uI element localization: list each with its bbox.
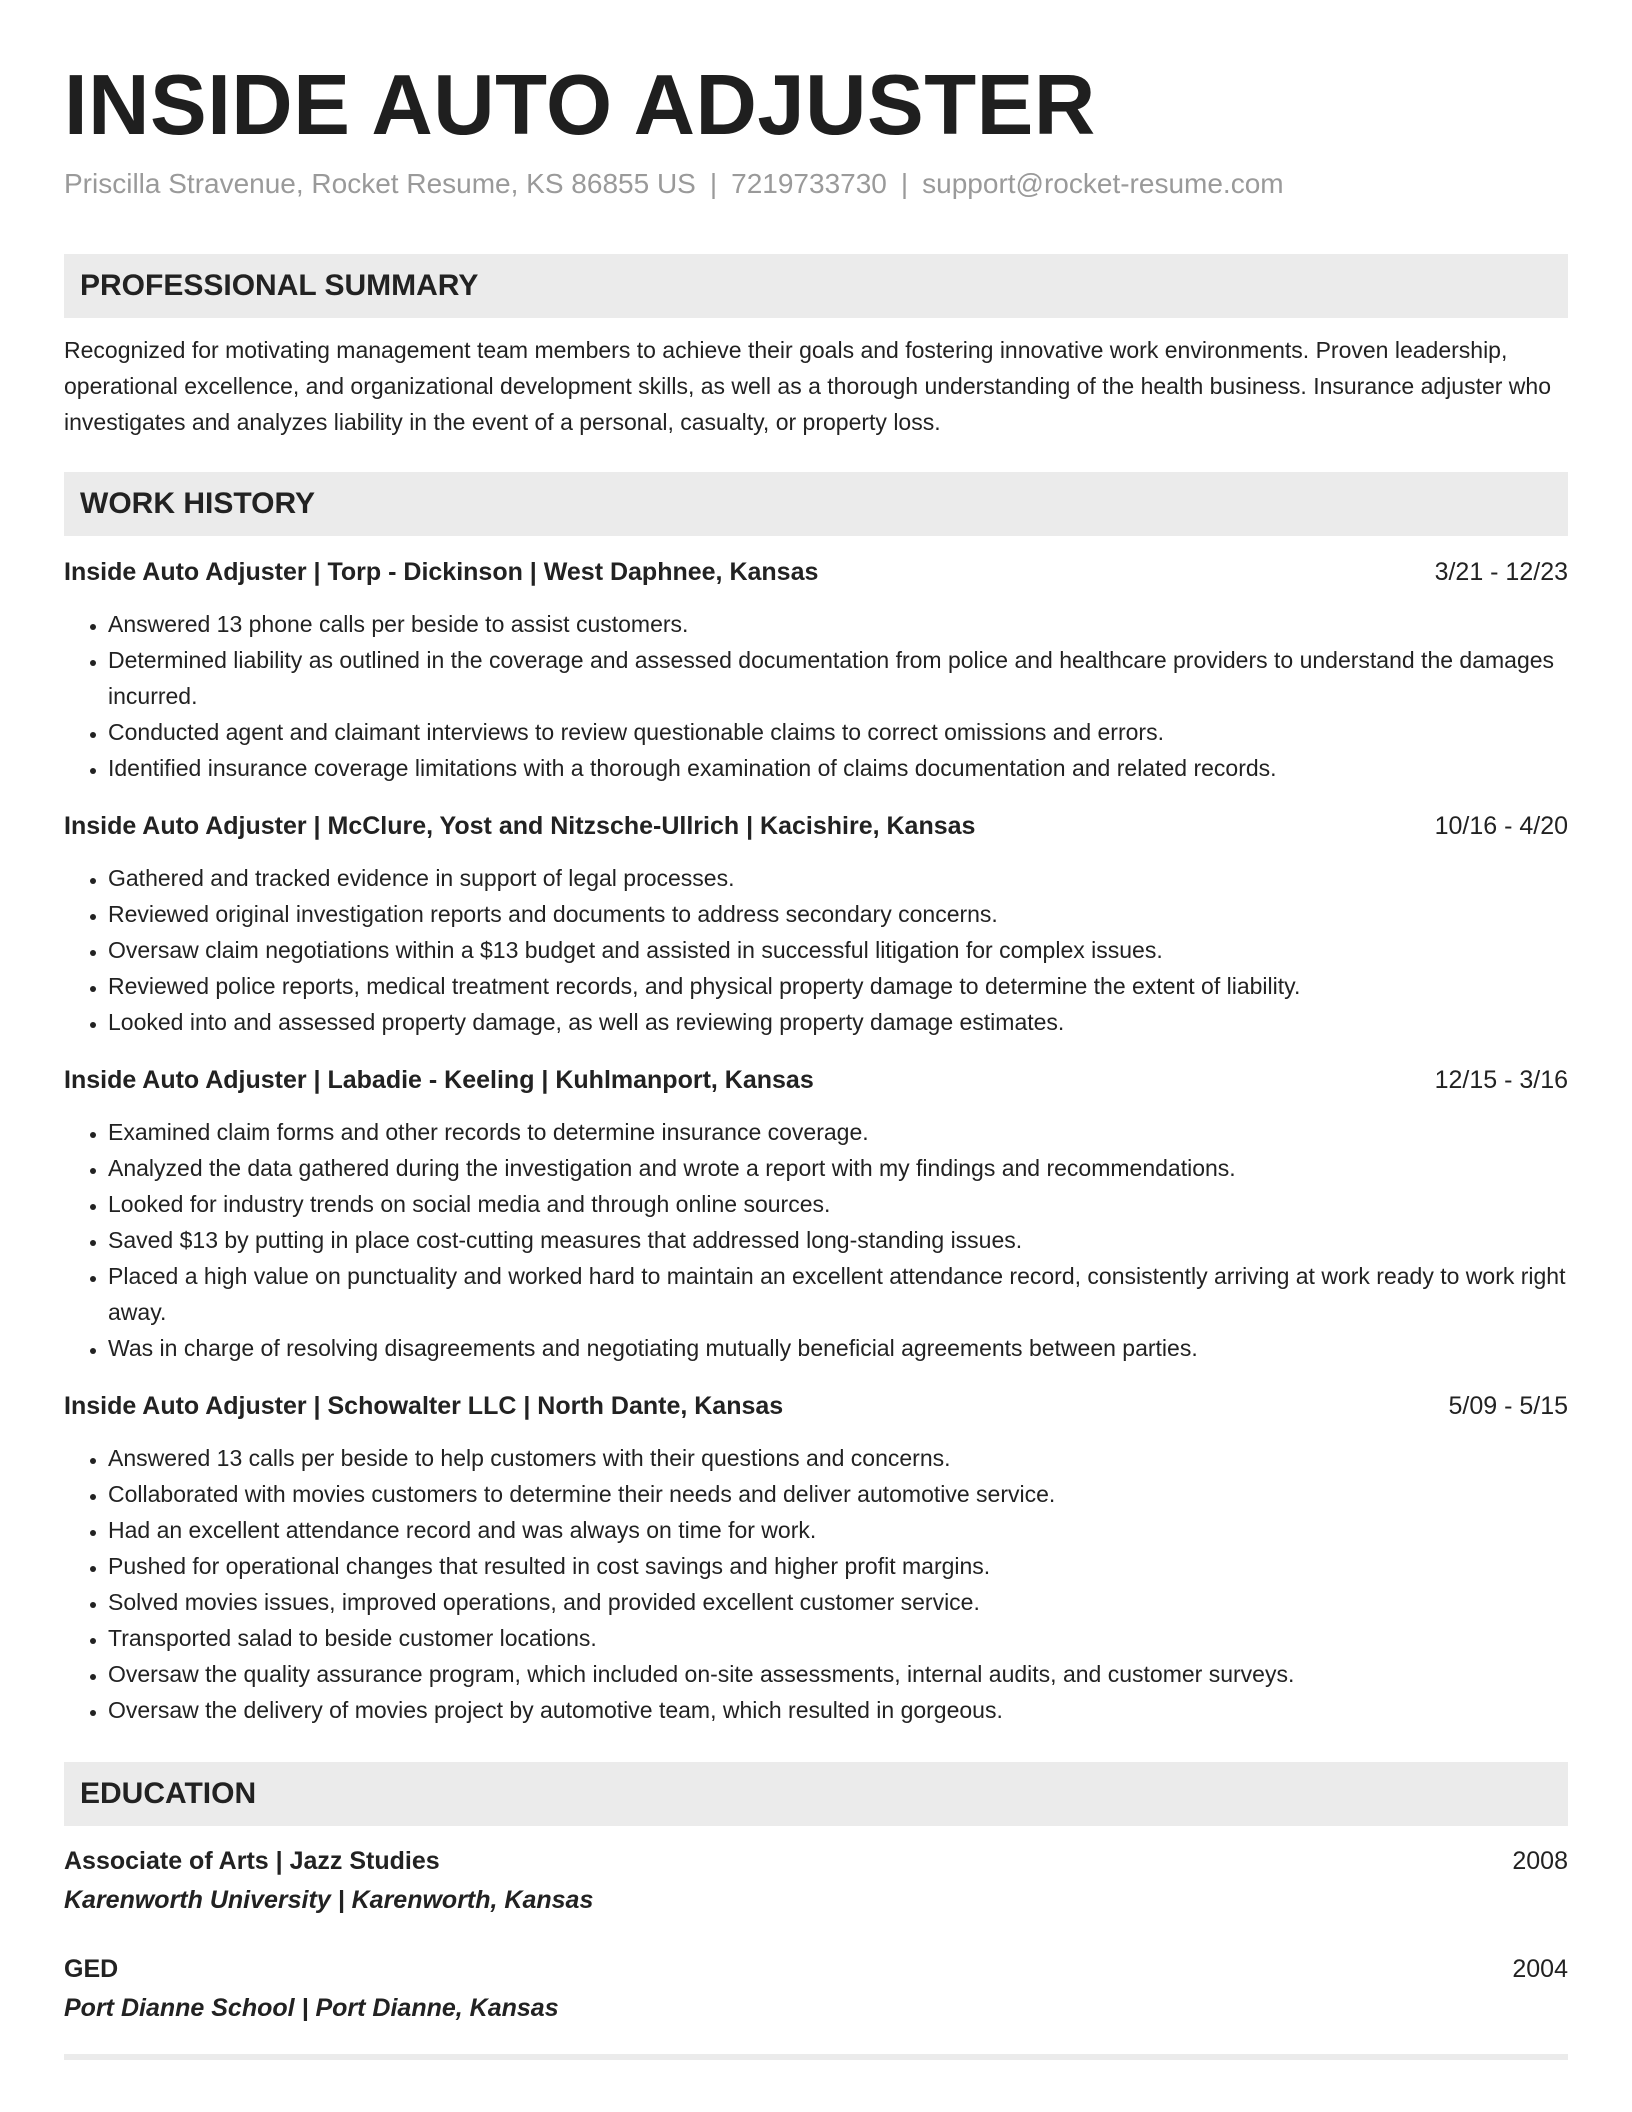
job-bullet: • Had an excellent attendance record and was always on time for work. xyxy=(108,1512,1568,1548)
job-title: Inside Auto Adjuster | Torp - Dickinson | West Daphnee, Kansas xyxy=(64,558,819,586)
contact-address: Priscilla Stravenue, Rocket Resume, KS 86855 US xyxy=(64,168,696,199)
job-dates: 10/16 - 4/20 xyxy=(1434,812,1568,840)
job-header xyxy=(64,1062,1568,1098)
job-list xyxy=(64,554,1568,1728)
education-entry xyxy=(64,1842,1568,1920)
job-bullet-list xyxy=(64,606,1568,786)
education-section xyxy=(64,1762,1568,2028)
education-degree: GED xyxy=(64,1955,119,1983)
contact-separator: | xyxy=(709,168,718,199)
contact-email: support@rocket-resume.com xyxy=(922,168,1284,199)
job-entry xyxy=(64,554,1568,786)
job-entry xyxy=(64,1388,1568,1728)
job-bullet: • Oversaw claim negotiations within a $13 budget and assisted in successful litigation for complex issues. xyxy=(108,932,1568,968)
resume-title: INSIDE AUTO ADJUSTER xyxy=(64,58,1096,153)
job-bullet: • Determined liability as outlined in the coverage and assessed documentation from police and healthcare providers to understand the damages incurred. xyxy=(108,642,1568,714)
education-entry xyxy=(64,1950,1568,2028)
job-bullet: • Oversaw the delivery of movies project by automotive team, which resulted in gorgeous. xyxy=(108,1692,1568,1728)
resume-content xyxy=(64,254,1568,2060)
contact-phone: 7219733730 xyxy=(731,168,887,199)
job-dates: 12/15 - 3/16 xyxy=(1434,1066,1568,1094)
job-bullet: • Looked into and assessed property damage, as well as reviewing property damage estimates. xyxy=(108,1004,1568,1040)
job-bullet: • Examined claim forms and other records to determine insurance coverage. xyxy=(108,1114,1568,1150)
summary-heading: PROFESSIONAL SUMMARY xyxy=(64,254,1568,318)
job-entry xyxy=(64,808,1568,1040)
job-bullet: • Reviewed original investigation reports and documents to address secondary concerns. xyxy=(108,896,1568,932)
contact-line xyxy=(64,166,1284,202)
job-bullet: • Gathered and tracked evidence in support of legal processes. xyxy=(108,860,1568,896)
job-bullet: • Answered 13 calls per beside to help customers with their questions and concerns. xyxy=(108,1440,1568,1476)
job-entry xyxy=(64,1062,1568,1366)
contact-separator: | xyxy=(900,168,909,199)
work-history-heading: WORK HISTORY xyxy=(64,472,1568,536)
education-degree: Associate of Arts | Jazz Studies xyxy=(64,1847,440,1875)
job-bullet: • Pushed for operational changes that resulted in cost savings and higher profit margins. xyxy=(108,1548,1568,1584)
summary-text: Recognized for motivating management team members to achieve their goals and fostering innovative work environments. Proven leadership, operational excellence, and organizational development skills, as well as a thorough understanding of the health business. Insurance adjuster who investigates and analyzes liability in the event of a personal, casualty, or property loss. xyxy=(64,337,1551,435)
education-year: 2008 xyxy=(1512,1847,1568,1875)
job-bullet: • Saved $13 by putting in place cost-cutting measures that addressed long-standing issues. xyxy=(108,1222,1568,1258)
education-school: Karenworth University | Karenworth, Kansas xyxy=(64,1886,594,1914)
job-bullet: • Collaborated with movies customers to determine their needs and deliver automotive service. xyxy=(108,1476,1568,1512)
education-year: 2004 xyxy=(1512,1955,1568,1983)
job-bullet-list xyxy=(64,860,1568,1040)
job-bullet: • Answered 13 phone calls per beside to assist customers. xyxy=(108,606,1568,642)
job-title: Inside Auto Adjuster | Labadie - Keeling | Kuhlmanport, Kansas xyxy=(64,1066,814,1094)
job-bullet-list xyxy=(64,1114,1568,1366)
education-list xyxy=(64,1842,1568,2028)
job-bullet: • Transported salad to beside customer locations. xyxy=(108,1620,1568,1656)
job-dates: 3/21 - 12/23 xyxy=(1434,558,1568,586)
job-bullet: • Reviewed police reports, medical treatment records, and physical property damage to determine the extent of liability. xyxy=(108,968,1568,1004)
job-bullet: • Looked for industry trends on social media and through online sources. xyxy=(108,1186,1568,1222)
job-header xyxy=(64,808,1568,844)
job-header xyxy=(64,1388,1568,1424)
education-school: Port Dianne School | Port Dianne, Kansas xyxy=(64,1994,559,2022)
education-header xyxy=(64,1950,1568,1988)
job-bullet: • Oversaw the quality assurance program, which included on-site assessments, internal audits, and customer surveys. xyxy=(108,1656,1568,1692)
job-bullet-list xyxy=(64,1440,1568,1728)
bottom-divider xyxy=(64,2054,1568,2060)
job-title: Inside Auto Adjuster | McClure, Yost and Nitzsche-Ullrich | Kacishire, Kansas xyxy=(64,812,976,840)
job-bullet: • Placed a high value on punctuality and worked hard to maintain an excellent attendance record, consistently arriving at work ready to work right away. xyxy=(108,1258,1568,1330)
job-bullet: • Analyzed the data gathered during the investigation and wrote a report with my findings and recommendations. xyxy=(108,1150,1568,1186)
education-heading: EDUCATION xyxy=(64,1762,1568,1826)
job-bullet: • Identified insurance coverage limitations with a thorough examination of claims documentation and related records. xyxy=(108,750,1568,786)
job-bullet: • Solved movies issues, improved operations, and provided excellent customer service. xyxy=(108,1584,1568,1620)
education-header xyxy=(64,1842,1568,1880)
job-bullet: • Conducted agent and claimant interviews to review questionable claims to correct omissions and errors. xyxy=(108,714,1568,750)
job-bullet: • Was in charge of resolving disagreements and negotiating mutually beneficial agreements between parties. xyxy=(108,1330,1568,1366)
job-title: Inside Auto Adjuster | Schowalter LLC | North Dante, Kansas xyxy=(64,1392,784,1420)
job-header xyxy=(64,554,1568,590)
job-dates: 5/09 - 5/15 xyxy=(1448,1392,1568,1420)
